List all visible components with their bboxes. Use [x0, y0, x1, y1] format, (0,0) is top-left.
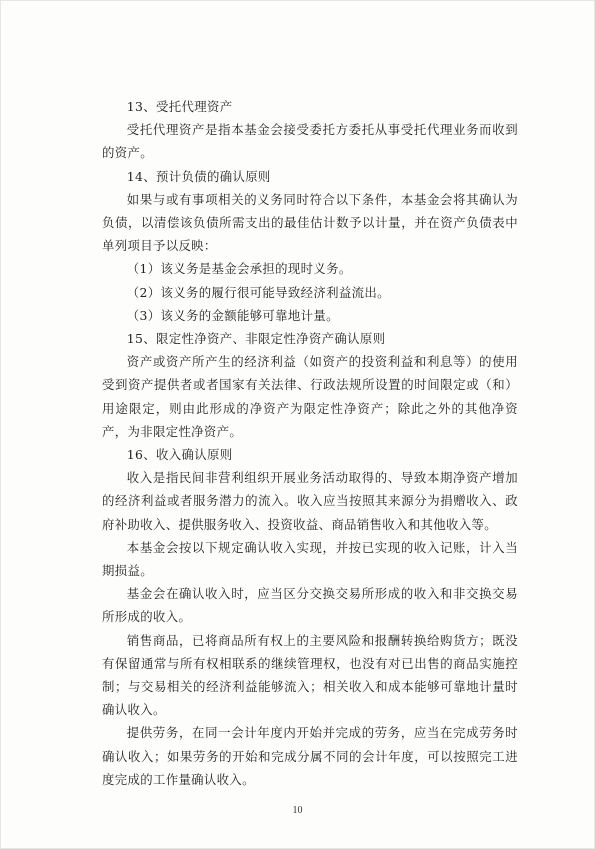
- paragraph: 资产或资产所产生的经济利益（如资产的投资利益和利息等）的使用受到资产提供者或者国家有关法律、行政法规所设置的时间限定或（和）用途限定，则由此形成的净资产为限定性净资产；除此之外的其他净资产，为非限定性净资产。: [102, 354, 518, 439]
- paragraph: 受托代理资产是指本基金会接受委托方委托从事受托代理业务而收到的资产。: [102, 122, 518, 161]
- section-heading-14: 14、预计负债的确认原则: [126, 168, 271, 184]
- list-item: （2）该义务的履行很可能导致经济利益流出。: [126, 284, 390, 300]
- paragraph: 基金会在确认收入时，应当区分交换交易所形成的收入和非交换交易所形成的收入。: [102, 586, 518, 625]
- section-heading-15: 15、限定性净资产、非限定性净资产确认原则: [126, 331, 386, 347]
- paragraph: 本基金会按以下规定确认收入实现，并按已实现的收入记账，计入当期损益。: [102, 539, 518, 579]
- paragraph: 销售商品，已将商品所有权上的主要风险和报酬转换给购货方；既没有保留通常与所有权相联系的继续管理权，也没有对已出售的商品实施控制；与交易相关的经济利益能够流入；相关收入和成本能够可靠地计量时确认收入。: [102, 632, 518, 718]
- paragraph: 提供劳务，在同一会计年度内开始并完成的劳务，应当在完成劳务时确认收入；如果劳务的开始和完成分属不同的会计年度，可以按照完工进度完成的工作量确认收入。: [102, 725, 518, 787]
- list-item: （3）该义务的金额能够可靠地计量。: [126, 307, 339, 323]
- paragraph: 收入是指民间非营利组织开展业务活动取得的、导致本期净资产增加的经济利益或者服务潜力的流入。收入应当按照其来源分为捐赠收入、政府补助收入、提供服务收入、投资收益、商品销售收入和其他收入等。: [102, 470, 518, 532]
- list-item: （1）该义务是基金会承担的现时义务。: [126, 261, 352, 277]
- page-number: 10: [292, 805, 303, 816]
- section-heading-16: 16、收入确认原则: [126, 447, 233, 463]
- document-body: [102, 95, 518, 791]
- section-heading-13: 13、受托代理资产: [126, 99, 233, 114]
- paragraph: 如果与或有事项相关的义务同时符合以下条件，本基金会将其确认为负债，以清偿该负债所需支出的最佳估计数予以计量，并在资产负债表中单列项目予以反映：: [102, 191, 518, 254]
